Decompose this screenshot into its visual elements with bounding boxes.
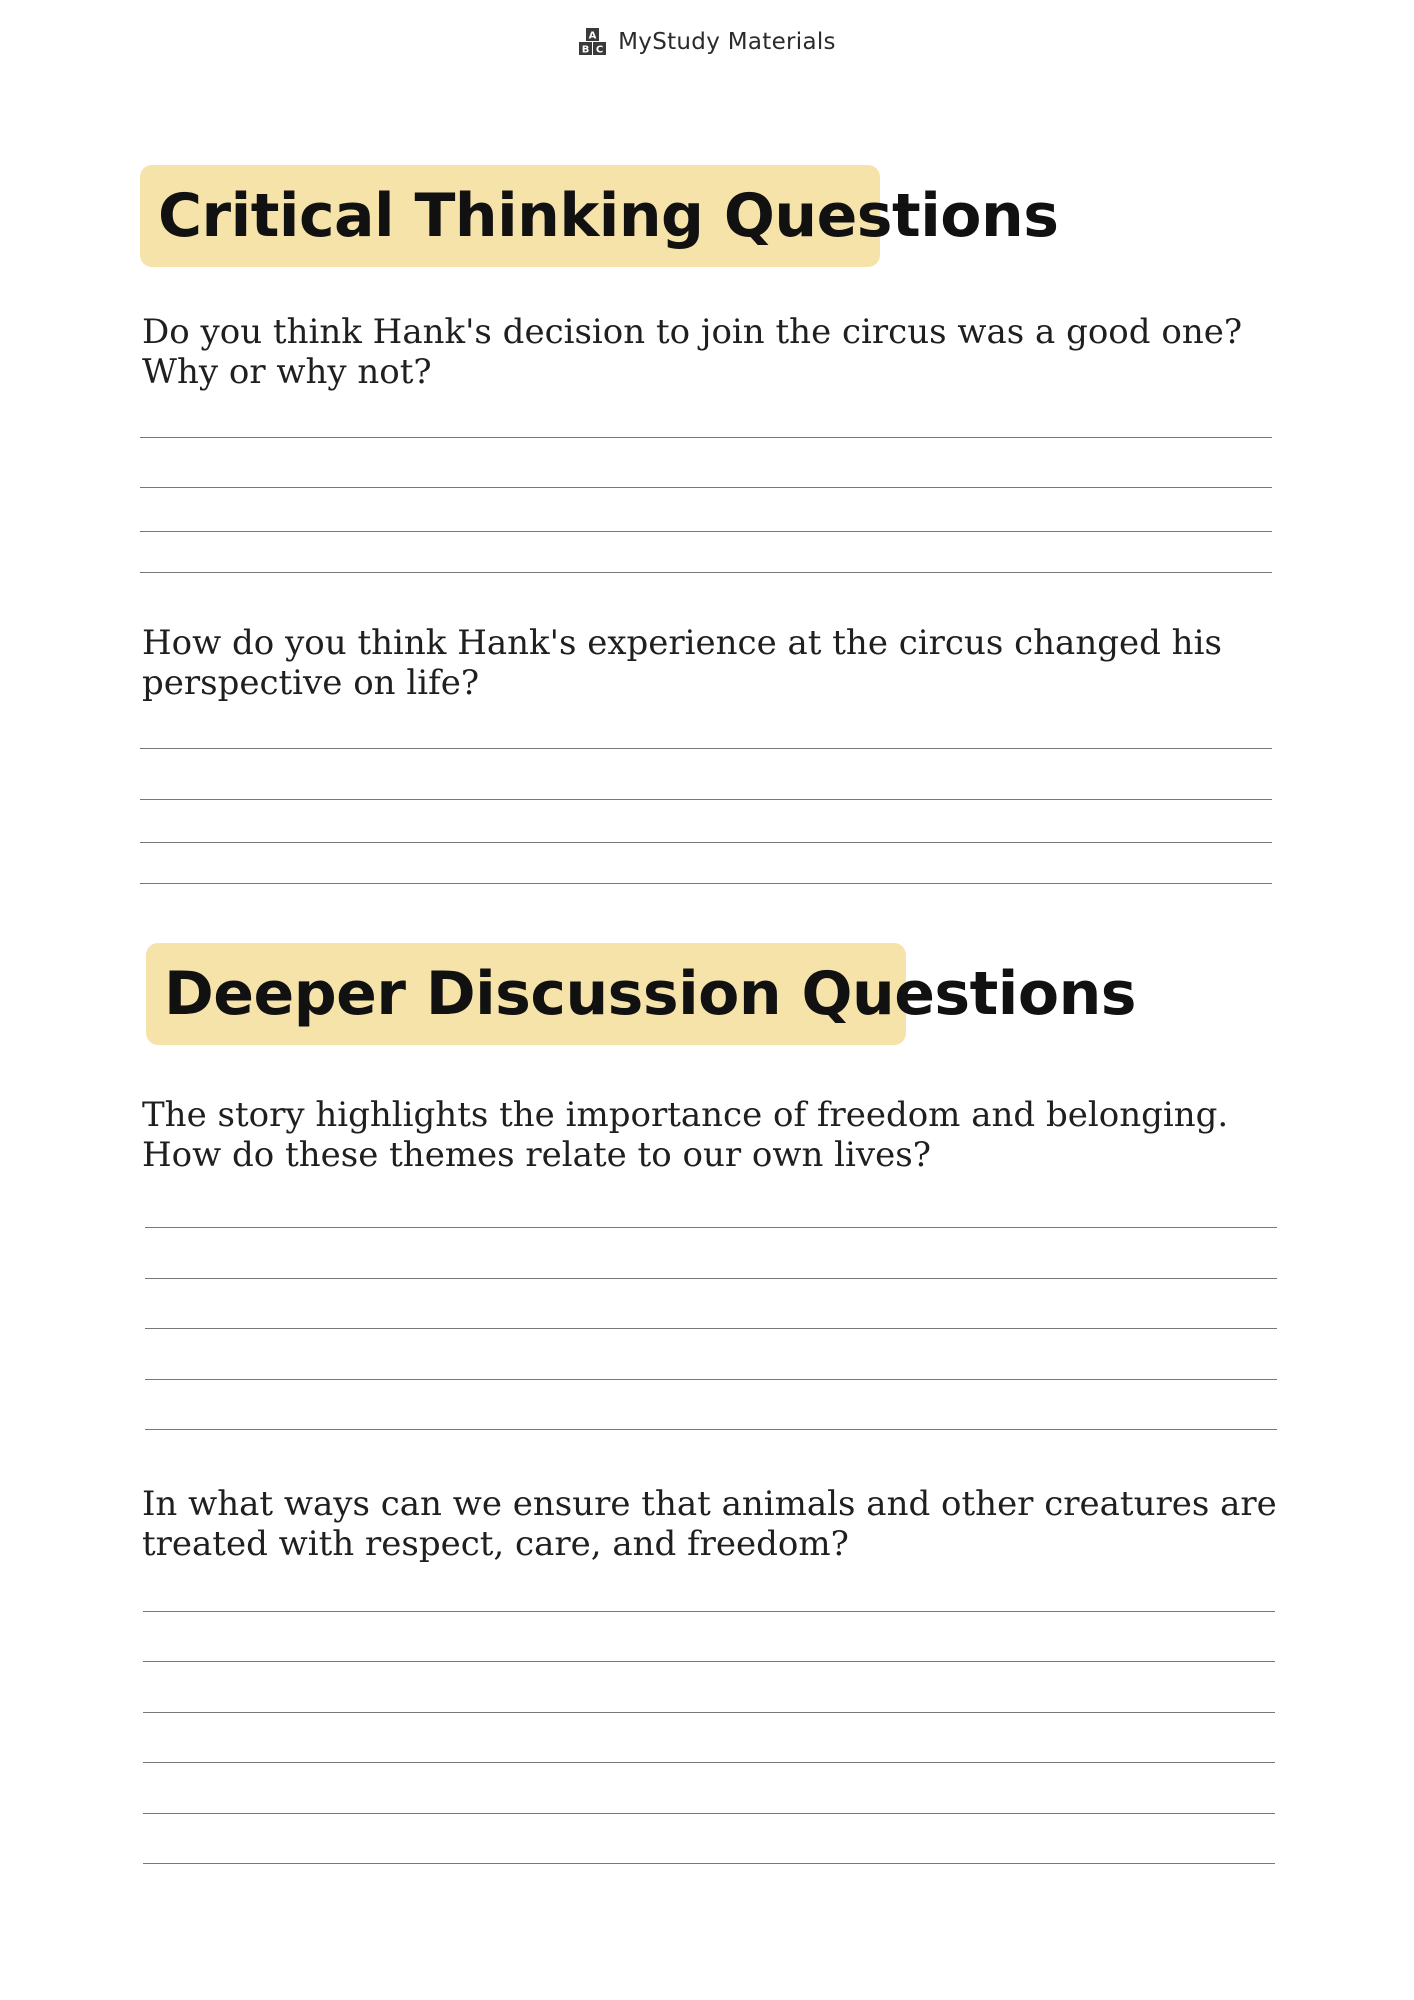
section-heading-text: Critical Thinking Questions [158, 181, 1059, 251]
answer-line[interactable] [145, 1429, 1277, 1430]
section-heading-deeper-discussion [146, 943, 1137, 1045]
answer-line[interactable] [143, 1611, 1275, 1612]
answer-line[interactable] [143, 1813, 1275, 1814]
answer-line[interactable] [140, 572, 1272, 573]
answer-line[interactable] [145, 1227, 1277, 1228]
question-text: The story highlights the importance of freedom and belonging. How do these themes relate to our own lives? [142, 1095, 1229, 1175]
brand-header [0, 22, 1414, 62]
abc-blocks-icon [578, 26, 608, 58]
brand-name: MyStudy Materials [618, 29, 836, 55]
answer-line[interactable] [140, 487, 1272, 488]
question-text: Do you think Hank's decision to join the circus was a good one? Why or why not? [142, 312, 1243, 392]
question-text: How do you think Hank's experience at the circus changed his perspective on life? [142, 623, 1222, 703]
answer-line[interactable] [140, 748, 1272, 749]
answer-line[interactable] [140, 799, 1272, 800]
answer-line[interactable] [140, 842, 1272, 843]
section-heading-critical-thinking [140, 165, 1059, 267]
svg-text:B: B [581, 44, 590, 56]
answer-line[interactable] [143, 1712, 1275, 1713]
answer-line[interactable] [143, 1661, 1275, 1662]
answer-line[interactable] [145, 1379, 1277, 1380]
answer-line[interactable] [143, 1762, 1275, 1763]
question-text: In what ways can we ensure that animals and other creatures are treated with respect, care, and freedom? [142, 1484, 1277, 1564]
answer-line[interactable] [143, 1863, 1275, 1864]
answer-line[interactable] [140, 437, 1272, 438]
svg-text:A: A [588, 30, 597, 42]
section-heading-text: Deeper Discussion Questions [164, 959, 1137, 1029]
svg-text:C: C [595, 44, 604, 56]
answer-line[interactable] [140, 883, 1272, 884]
answer-line[interactable] [140, 531, 1272, 532]
answer-line[interactable] [145, 1328, 1277, 1329]
answer-line[interactable] [145, 1278, 1277, 1279]
